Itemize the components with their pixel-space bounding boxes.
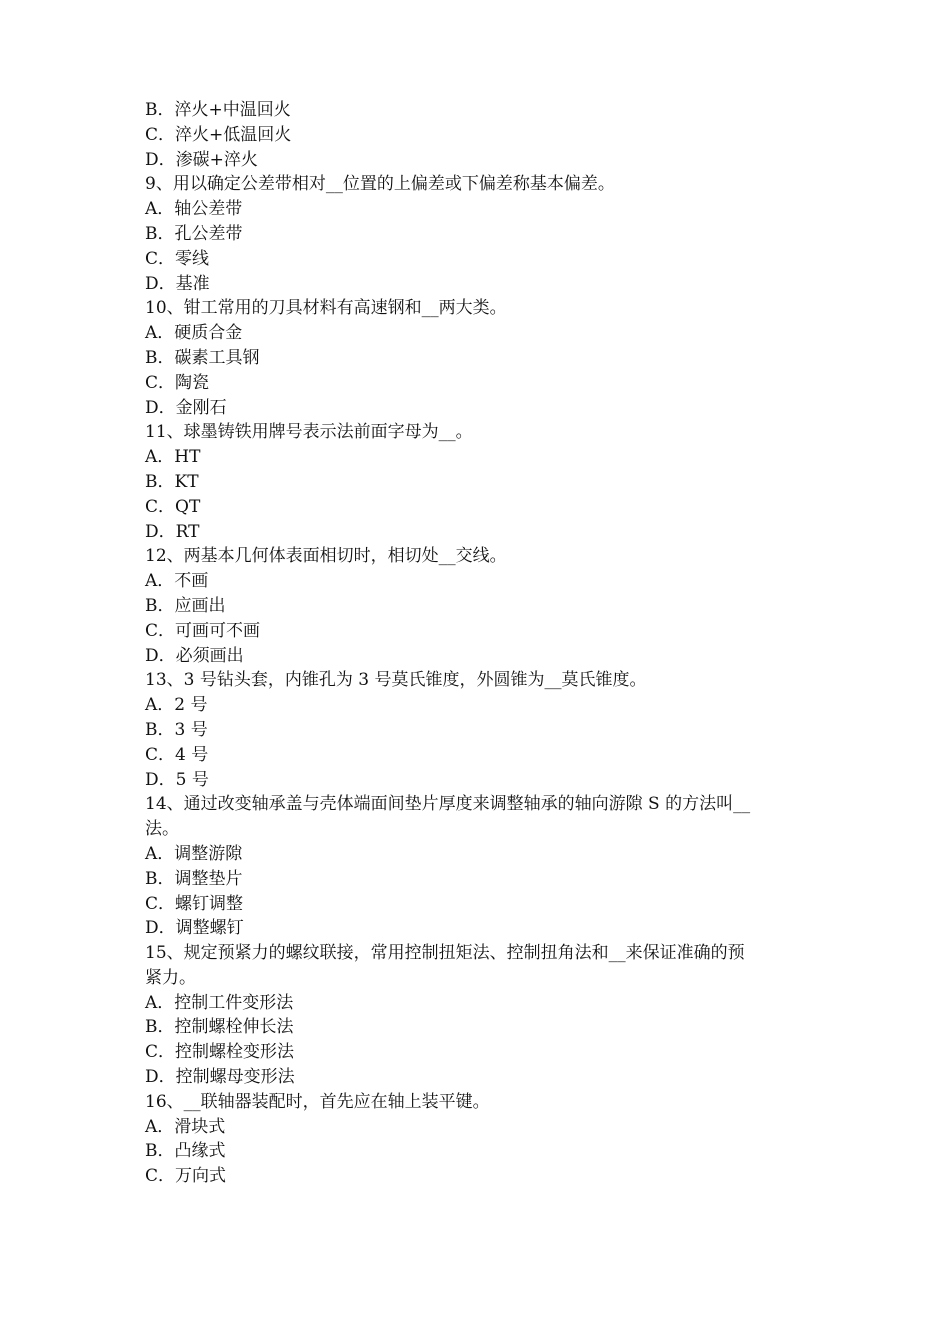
question-14-continued: 法。 bbox=[145, 819, 179, 840]
option-d-q11: D．RT bbox=[145, 521, 200, 542]
question-14: 14、通过改变轴承盖与壳体端面间垫片厚度来调整轴承的轴向游隙 S 的方法叫__ bbox=[145, 794, 751, 815]
option-a-q10: A．硬质合金 bbox=[145, 323, 243, 344]
option-a-q13: A．2 号 bbox=[145, 695, 208, 716]
option-a-q11: A．HT bbox=[145, 447, 201, 468]
option-a-q15: A．控制工件变形法 bbox=[145, 992, 294, 1013]
option-c-q12: C．可画可不画 bbox=[145, 620, 261, 641]
question-16: 16、__联轴器装配时，首先应在轴上装平键。 bbox=[145, 1091, 490, 1112]
option-d-q13: D．5 号 bbox=[145, 769, 209, 790]
option-d-q12: D．必须画出 bbox=[145, 645, 244, 666]
option-b-q13: B．3 号 bbox=[145, 719, 208, 740]
option-b-q12: B．应画出 bbox=[145, 595, 226, 616]
option-c-q16: C．万向式 bbox=[145, 1166, 227, 1187]
option-a-q16: A．滑块式 bbox=[145, 1116, 226, 1137]
option-d-q14: D．调整螺钉 bbox=[145, 918, 244, 939]
option-c-q15: C．控制螺栓变形法 bbox=[145, 1042, 295, 1063]
option-c-q13: C．4 号 bbox=[145, 744, 209, 765]
option-b-q10: B．碳素工具钢 bbox=[145, 347, 260, 368]
option-a-q14: A．调整游隙 bbox=[145, 843, 243, 864]
question-15-continued: 紧力。 bbox=[145, 967, 196, 988]
option-c-q9: C．零线 bbox=[145, 248, 210, 269]
option-b-q11: B．KT bbox=[145, 471, 199, 492]
option-c-q10: C．陶瓷 bbox=[145, 372, 210, 393]
question-9: 9、用以确定公差带相对__位置的上偏差或下偏差称基本偏差。 bbox=[145, 174, 615, 195]
option-b-q8: B．淬火+中温回火 bbox=[145, 100, 291, 120]
option-a-q9: A．轴公差带 bbox=[145, 199, 243, 220]
option-d-q15: D．控制螺母变形法 bbox=[145, 1067, 295, 1088]
question-12: 12、两基本几何体表面相切时，相切处__交线。 bbox=[145, 546, 507, 567]
document-page bbox=[145, 98, 815, 1189]
option-c-q8: C．淬火+低温回火 bbox=[145, 124, 292, 145]
question-15: 15、规定预紧力的螺纹联接，常用控制扭矩法、控制扭角法和__来保证准确的预 bbox=[145, 943, 745, 964]
question-11: 11、球墨铸铁用牌号表示法前面字母为__。 bbox=[145, 422, 473, 443]
option-b-q15: B．控制螺栓伸长法 bbox=[145, 1017, 294, 1038]
option-a-q12: A．不画 bbox=[145, 571, 209, 592]
option-b-q16: B．凸缘式 bbox=[145, 1141, 226, 1162]
option-d-q9: D．基准 bbox=[145, 273, 210, 294]
option-b-q14: B．调整垫片 bbox=[145, 868, 243, 889]
option-b-q9: B．孔公差带 bbox=[145, 223, 243, 244]
question-10: 10、钳工常用的刀具材料有高速钢和__两大类。 bbox=[145, 298, 507, 319]
option-c-q14: C．螺钉调整 bbox=[145, 893, 244, 914]
option-c-q11: C．QT bbox=[145, 496, 201, 517]
option-d-q8: D．渗碳+淬火 bbox=[145, 149, 258, 170]
question-13: 13、3 号钻头套，内锥孔为 3 号莫氏锥度，外圆锥为__莫氏锥度。 bbox=[145, 670, 647, 691]
option-d-q10: D．金刚石 bbox=[145, 397, 227, 418]
